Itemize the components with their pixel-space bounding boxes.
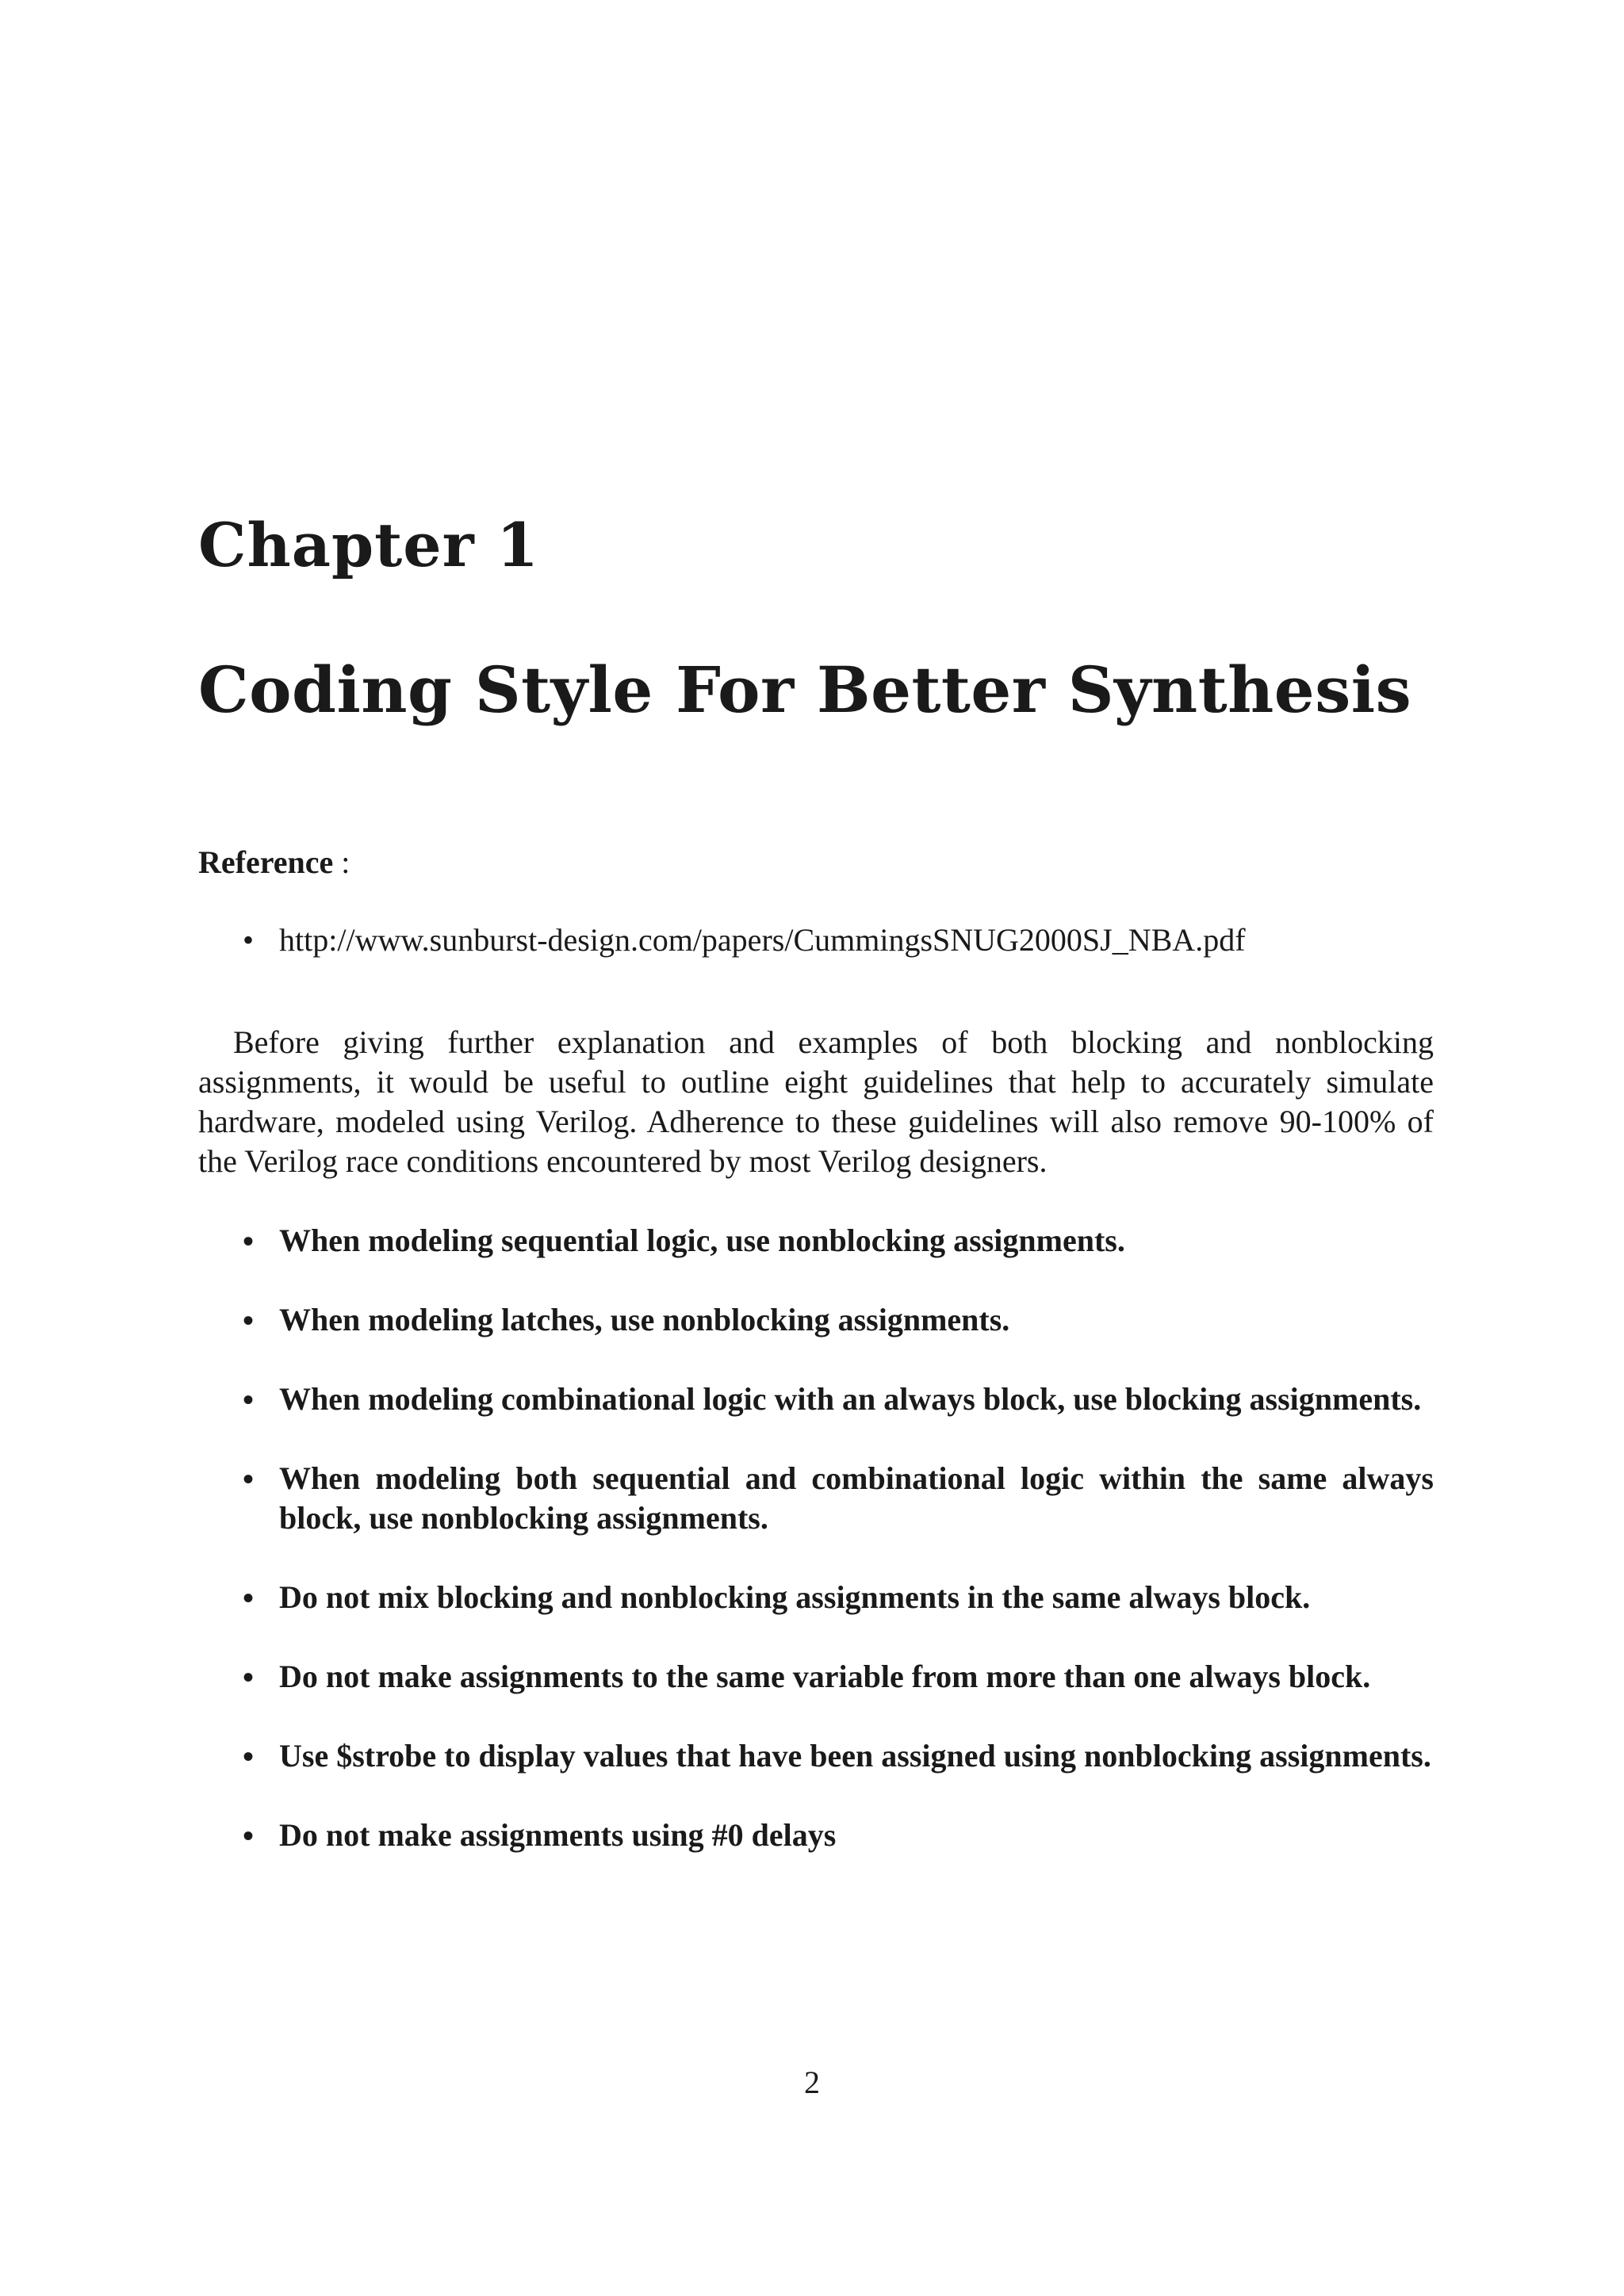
- reference-separator: :: [333, 844, 350, 880]
- guideline-text: When modeling both sequential and combinational logic within the same always block, use nonblocking assignments.: [279, 1460, 1434, 1536]
- page-number: 2: [804, 2064, 820, 2100]
- guideline-item: [198, 1221, 1434, 1261]
- reference-list: [198, 920, 1246, 961]
- bullet-icon: •: [243, 1223, 255, 1259]
- guideline-text: When modeling latches, use nonblocking assignments.: [279, 1302, 1010, 1337]
- guideline-text: Use $strobe to display values that have been assigned using nonblocking assignments.: [279, 1738, 1431, 1774]
- guideline-item: [198, 1459, 1434, 1538]
- reference-heading: [198, 842, 350, 883]
- guideline-item: [198, 1578, 1434, 1617]
- guideline-item: [198, 1816, 1434, 1855]
- bullet-icon: •: [243, 1382, 255, 1418]
- guideline-text: When modeling sequential logic, use nonblocking assignments.: [279, 1223, 1125, 1258]
- guideline-text: Do not make assignments using #0 delays: [279, 1817, 837, 1853]
- guideline-item: [198, 1380, 1434, 1419]
- guideline-text: When modeling combinational logic with an always block, use blocking assignments.: [279, 1381, 1422, 1417]
- bullet-icon: •: [243, 1580, 255, 1616]
- bullet-icon: •: [243, 1739, 255, 1774]
- bullet-icon: •: [243, 1461, 255, 1497]
- chapter-title: Coding Style For Better Synthesis: [198, 652, 1412, 727]
- chapter-label: Chapter 1: [198, 510, 539, 580]
- guideline-item: [198, 1300, 1434, 1340]
- intro-paragraph: Before giving further explanation and examples of both blocking and nonblocking assignments, it would be useful to outline eight guidelines that help to accurately simulate hardware, modeled using Verilog. Adherence to these guidelines will also remove 90-100% of the Verilog race conditions encountered by most Verilog designers.: [198, 1024, 1434, 1179]
- guidelines-list: [198, 1221, 1434, 1895]
- bullet-icon: •: [243, 1659, 255, 1695]
- reference-link[interactable]: http://www.sunburst-design.com/papers/CummingsSNUG2000SJ_NBA.pdf: [279, 922, 1246, 958]
- guideline-item: [198, 1736, 1434, 1776]
- bullet-icon: •: [243, 1303, 255, 1338]
- guideline-item: [198, 1657, 1434, 1697]
- bullet-icon: •: [243, 1818, 255, 1854]
- guideline-text: Do not mix blocking and nonblocking assignments in the same always block.: [279, 1579, 1311, 1615]
- guideline-text: Do not make assignments to the same variable from more than one always block.: [279, 1659, 1371, 1694]
- reference-item: [198, 920, 1246, 961]
- reference-label: Reference: [198, 844, 334, 880]
- bullet-icon: •: [243, 922, 255, 958]
